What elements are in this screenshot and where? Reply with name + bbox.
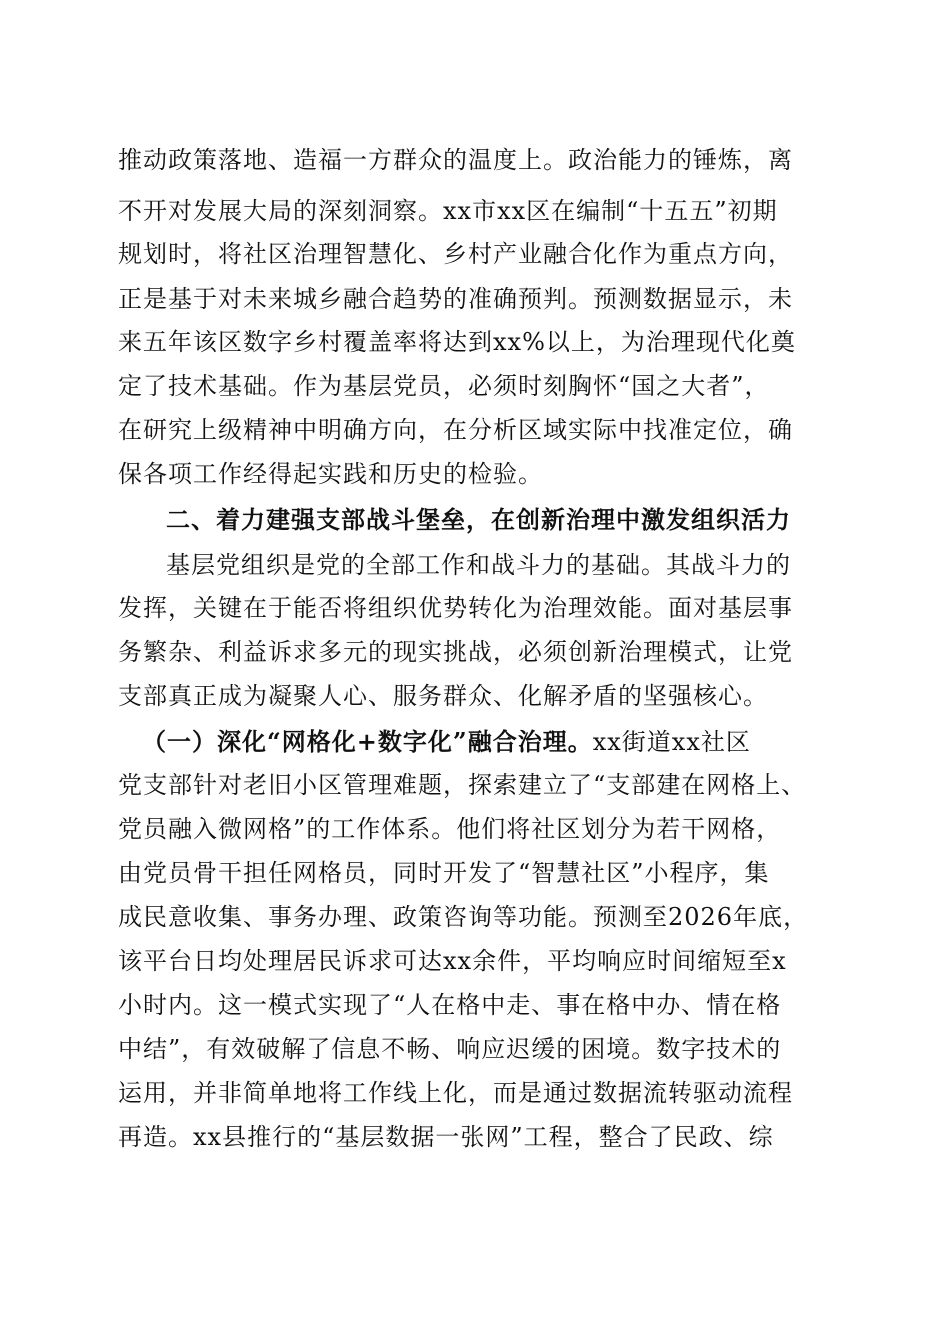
paragraph-first-line: 基层党组织是党的全部工作和战斗力的基础。其战斗力的: [166, 551, 791, 579]
body-line: 由党员骨干担任网格员，同时开发了“智慧社区”小程序，集: [118, 859, 770, 887]
subsection-heading: （一）深化“网格化+数字化”融合治理。: [142, 727, 593, 756]
body-line: 成民意收集、事务办理、政策咨询等功能。预测至2026年底，: [118, 903, 809, 931]
body-line: 来五年该区数字乡村覆盖率将达到xx%以上，为治理现代化奠: [118, 328, 796, 356]
body-line: 小时内。这一模式实现了“人在格中走、事在格中办、情在格: [118, 991, 782, 1019]
body-line: 再造。xx县推行的“基层数据一张网”工程，整合了民政、综: [118, 1123, 774, 1151]
body-line: 保各项工作经得起实践和历史的检验。: [118, 460, 543, 488]
body-line: 中结”，有效破解了信息不畅、响应迟缓的困境。数字技术的: [118, 1035, 782, 1063]
section-heading: 二、着力建强支部战斗堡垒，在创新治理中激发组织活力: [166, 506, 791, 534]
body-line: 务繁杂、利益诉求多元的现实挑战，必须创新治理模式，让党: [118, 638, 793, 666]
subsection-continuation: xx街道xx社区: [592, 728, 751, 756]
body-line: 推动政策落地、造福一方群众的温度上。政治能力的锤炼，离: [118, 146, 793, 174]
body-line: 党支部针对老旧小区管理难题，探索建立了“支部建在网格上、: [118, 771, 807, 799]
body-line: 定了技术基础。作为基层党员，必须时刻胸怀“国之大者”，: [118, 372, 770, 400]
body-line: 党员融入微网格”的工作体系。他们将社区划分为若干网格，: [118, 815, 782, 843]
body-line: 支部真正成为凝聚人心、服务群众、化解矛盾的坚强核心。: [118, 682, 768, 710]
body-line: 正是基于对未来城乡融合趋势的准确预判。预测数据显示，未: [118, 285, 793, 313]
body-line: 不开对发展大局的深刻洞察。xx市xx区在编制“十五五”初期: [118, 197, 778, 225]
body-line: 在研究上级精神中明确方向，在分析区域实际中找准定位，确: [118, 416, 793, 444]
body-line: 规划时，将社区治理智慧化、乡村产业融合化作为重点方向，: [118, 240, 793, 268]
body-line: 运用，并非简单地将工作线上化，而是通过数据流转驱动流程: [118, 1079, 793, 1107]
subsection-line: [142, 722, 842, 762]
body-line: 该平台日均处理居民诉求可达xx余件，平均响应时间缩短至x: [118, 947, 787, 975]
body-line: 发挥，关键在于能否将组织优势转化为治理效能。面对基层事: [118, 594, 793, 622]
